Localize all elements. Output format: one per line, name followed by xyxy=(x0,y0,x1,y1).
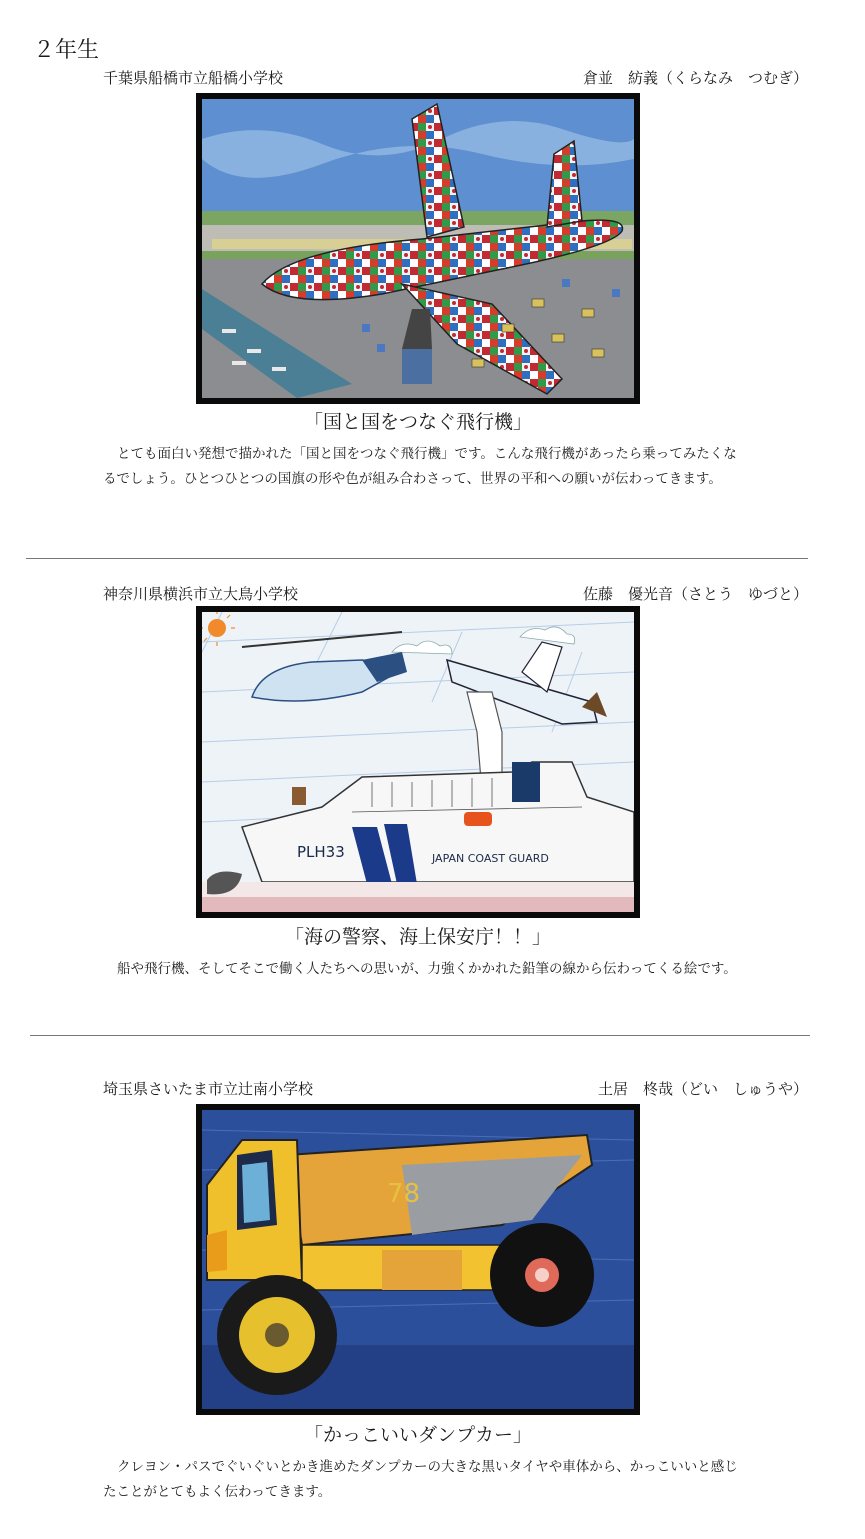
grade-heading: ２年生 xyxy=(33,38,100,63)
artwork-title: 「海の警察、海上保安庁！！」 xyxy=(284,926,551,948)
artwork-dump-truck xyxy=(196,1104,640,1415)
artwork-hull-number: PLH33 xyxy=(297,843,345,861)
artwork-coast-guard xyxy=(196,606,640,918)
artwork-airplane xyxy=(196,93,640,404)
section-divider xyxy=(26,558,808,559)
artwork-truck-number: 78 xyxy=(387,1179,421,1209)
artwork-title: 「国と国をつなぐ飛行機」 xyxy=(303,411,532,433)
school-name: 神奈川県横浜市立大鳥小学校 xyxy=(103,585,299,603)
student-name: 土居 柊哉（どい しゅうや） xyxy=(597,1080,808,1098)
artwork-title: 「かっこいいダンプカー」 xyxy=(303,1424,532,1446)
school-name: 埼玉県さいたま市立辻南小学校 xyxy=(103,1080,314,1098)
section-divider xyxy=(30,1035,810,1036)
artwork-description: 船や飛行機、そしてそこで働く人たちへの思いが、力強くかかれた鉛筆の線から伝わってくる絵です。 xyxy=(117,961,737,977)
artwork-description: とても面白い発想で描かれた「国と国をつなぐ飛行機」です。こんな飛行機があったら乗ってみたくなるでしょう。ひとつひとつの国旗の形や色が組み合わさって、世界の平和への願いが伝わってきます。 xyxy=(103,446,737,487)
student-name: 倉並 紡義（くらなみ つむぎ） xyxy=(582,69,808,87)
artwork-hull-label: JAPAN COAST GUARD xyxy=(432,852,549,865)
student-name: 佐藤 優光音（さとう ゆづと） xyxy=(582,585,808,603)
school-name: 千葉県船橋市立船橋小学校 xyxy=(103,69,284,87)
artwork-description: クレヨン・パスでぐいぐいとかき進めたダンプカーの大きな黒いタイヤや車体から、かっこいいと感じたことがとてもよく伝わってきます。 xyxy=(103,1459,738,1500)
